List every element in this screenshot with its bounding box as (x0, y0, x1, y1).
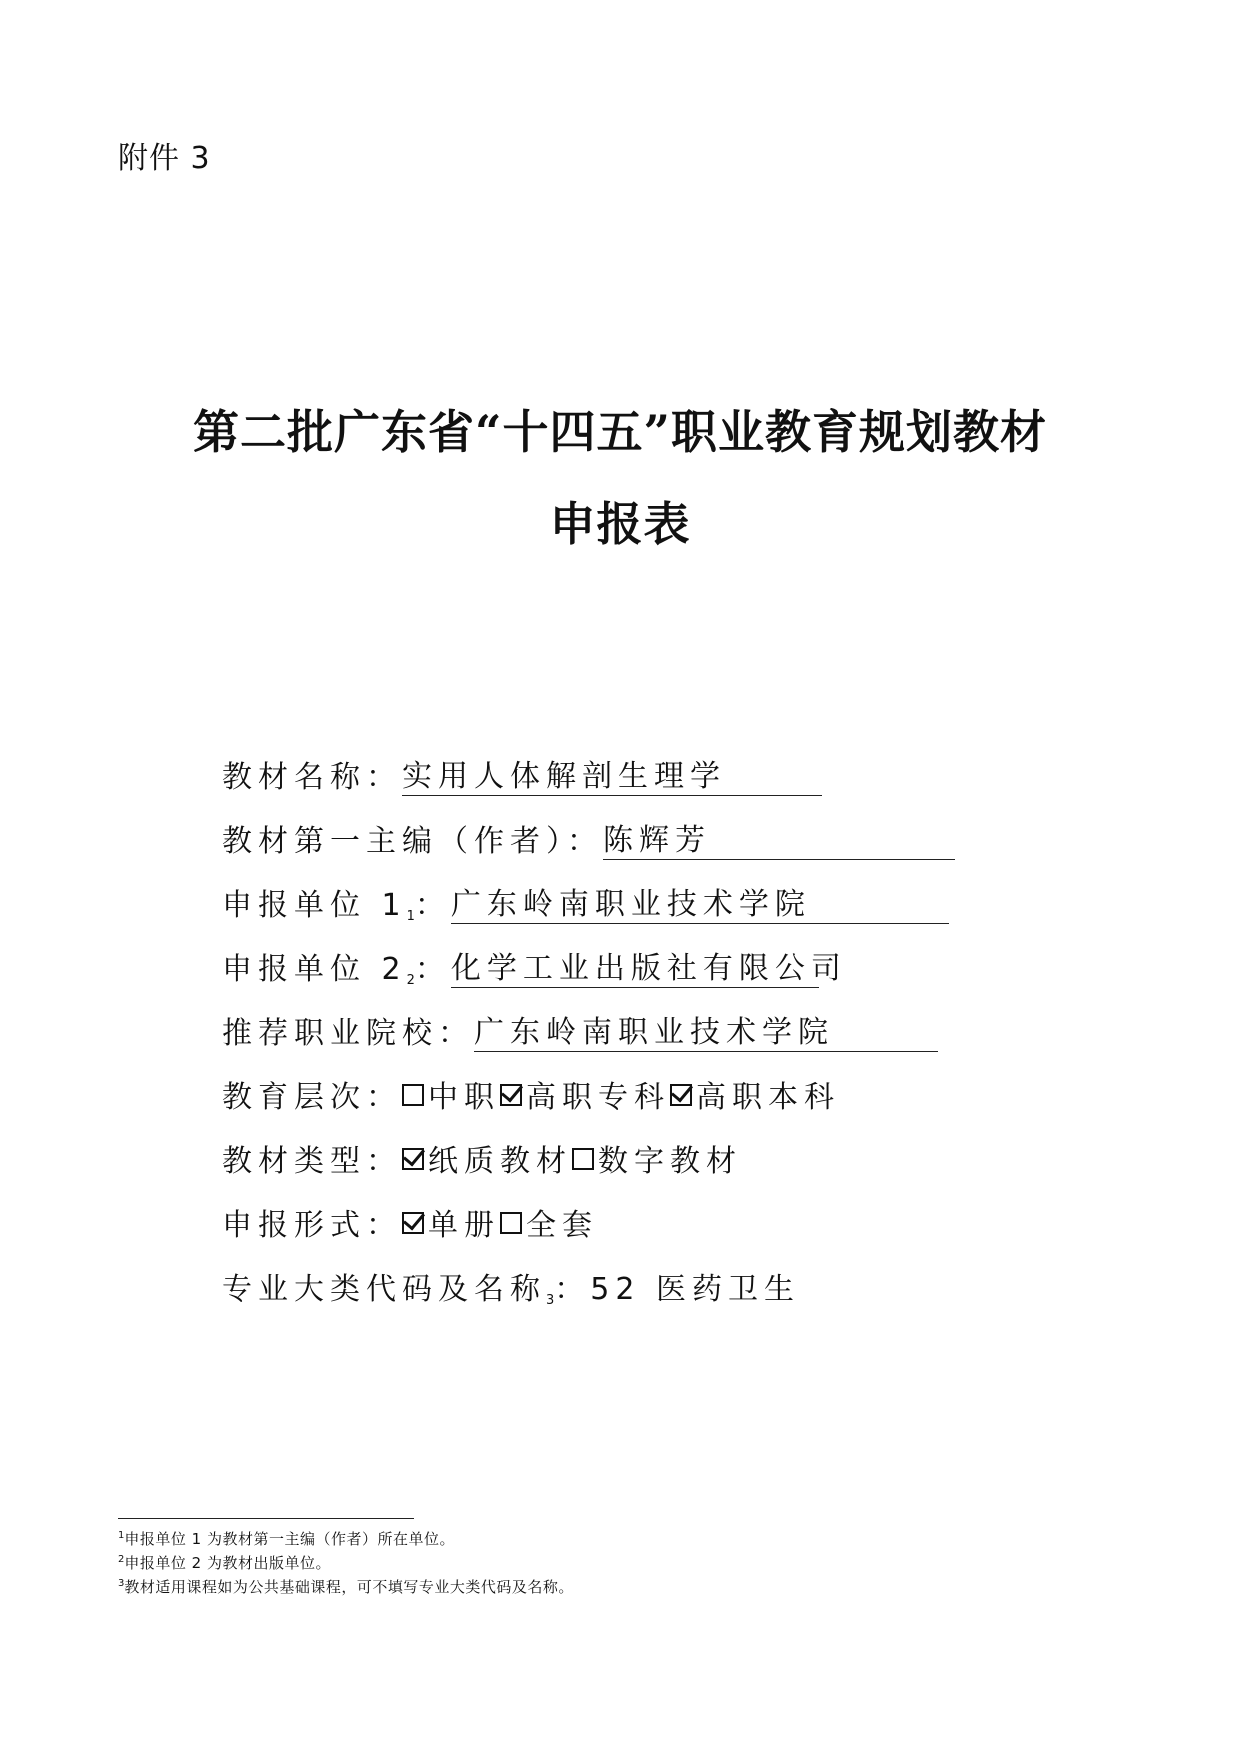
footnote-ref-2: 2 (406, 973, 415, 988)
option-label: 高职本科 (696, 1080, 840, 1115)
checkbox-checked-icon[interactable] (670, 1084, 692, 1106)
colon: ： (554, 1272, 591, 1307)
option-gaozhi-zhuanke[interactable] (500, 1072, 670, 1116)
option-label: 单册 (428, 1208, 500, 1243)
attachment-label: 附件 3 (118, 141, 211, 176)
field-chief-editor (222, 816, 955, 860)
option-digital[interactable] (572, 1136, 742, 1180)
option-label: 纸质教材 (428, 1144, 572, 1179)
field-label: 教材第一主编（作者）： (222, 824, 603, 859)
option-label: 全套 (526, 1208, 598, 1243)
field-label: 推荐职业院校： (222, 1016, 474, 1051)
footnote-number: 2 (118, 1554, 125, 1565)
footnote-number: 1 (118, 1530, 125, 1541)
footnote-3 (118, 1576, 574, 1597)
field-label: 教材类型： (222, 1144, 402, 1179)
field-label: 申报形式： (222, 1208, 402, 1243)
checkbox-unchecked-icon[interactable] (402, 1084, 424, 1106)
major-code-value[interactable]: 52 医药卫生 (590, 1272, 800, 1307)
field-textbook-type (222, 1136, 742, 1180)
option-zhongzhi[interactable] (402, 1072, 500, 1116)
option-label: 中职 (428, 1080, 500, 1115)
field-major-code (222, 1264, 800, 1308)
footnote-ref-1: 1 (406, 909, 415, 924)
unit1-value[interactable]: 广东岭南职业技术学院 (451, 879, 949, 924)
footnote-text: 申报单位 2 为教材出版单位。 (124, 1554, 331, 1572)
colon: ： (414, 952, 451, 987)
footnote-ref-3: 3 (546, 1293, 555, 1308)
checkbox-checked-icon[interactable] (402, 1212, 424, 1234)
field-recommending-school (222, 1008, 938, 1052)
field-textbook-name (222, 752, 822, 796)
option-paper[interactable] (402, 1136, 572, 1180)
field-application-form (222, 1200, 598, 1244)
field-label: 教材名称： (222, 760, 402, 795)
field-label: 申报单位 2 (222, 952, 407, 987)
page-title: 第二批广东省“十四五”职业教育规划教材 (193, 405, 1047, 459)
chief-editor-value[interactable]: 陈辉芳 (603, 815, 955, 860)
field-unit2 (222, 944, 847, 988)
recommending-school-value[interactable]: 广东岭南职业技术学院 (474, 1007, 938, 1052)
checkbox-checked-icon[interactable] (500, 1084, 522, 1106)
field-label: 专业大类代码及名称 (222, 1272, 546, 1307)
field-label: 申报单位 1 (222, 888, 407, 923)
field-label: 教育层次： (222, 1080, 402, 1115)
colon: ： (414, 888, 451, 923)
footnote-1 (118, 1528, 455, 1549)
page-subtitle: 申报表 (549, 497, 691, 551)
checkbox-unchecked-icon[interactable] (572, 1148, 594, 1170)
field-unit1 (222, 880, 949, 924)
field-education-level (222, 1072, 840, 1116)
option-label: 数字教材 (598, 1144, 742, 1179)
option-gaozhi-benke[interactable] (670, 1072, 840, 1116)
unit2-value[interactable]: 化学工业出版社有限公司 (451, 943, 819, 988)
checkbox-checked-icon[interactable] (402, 1148, 424, 1170)
textbook-name-value[interactable]: 实用人体解剖生理学 (402, 751, 822, 796)
option-label: 高职专科 (526, 1080, 670, 1115)
checkbox-unchecked-icon[interactable] (500, 1212, 522, 1234)
footnote-text: 教材适用课程如为公共基础课程，可不填写专业大类代码及名称。 (124, 1578, 574, 1596)
footnote-text: 申报单位 1 为教材第一主编（作者）所在单位。 (124, 1530, 455, 1548)
footnote-2 (118, 1552, 331, 1573)
footnote-divider (118, 1518, 414, 1519)
option-single-volume[interactable] (402, 1200, 500, 1244)
footnote-number: 3 (118, 1578, 125, 1589)
option-full-set[interactable] (500, 1200, 598, 1244)
